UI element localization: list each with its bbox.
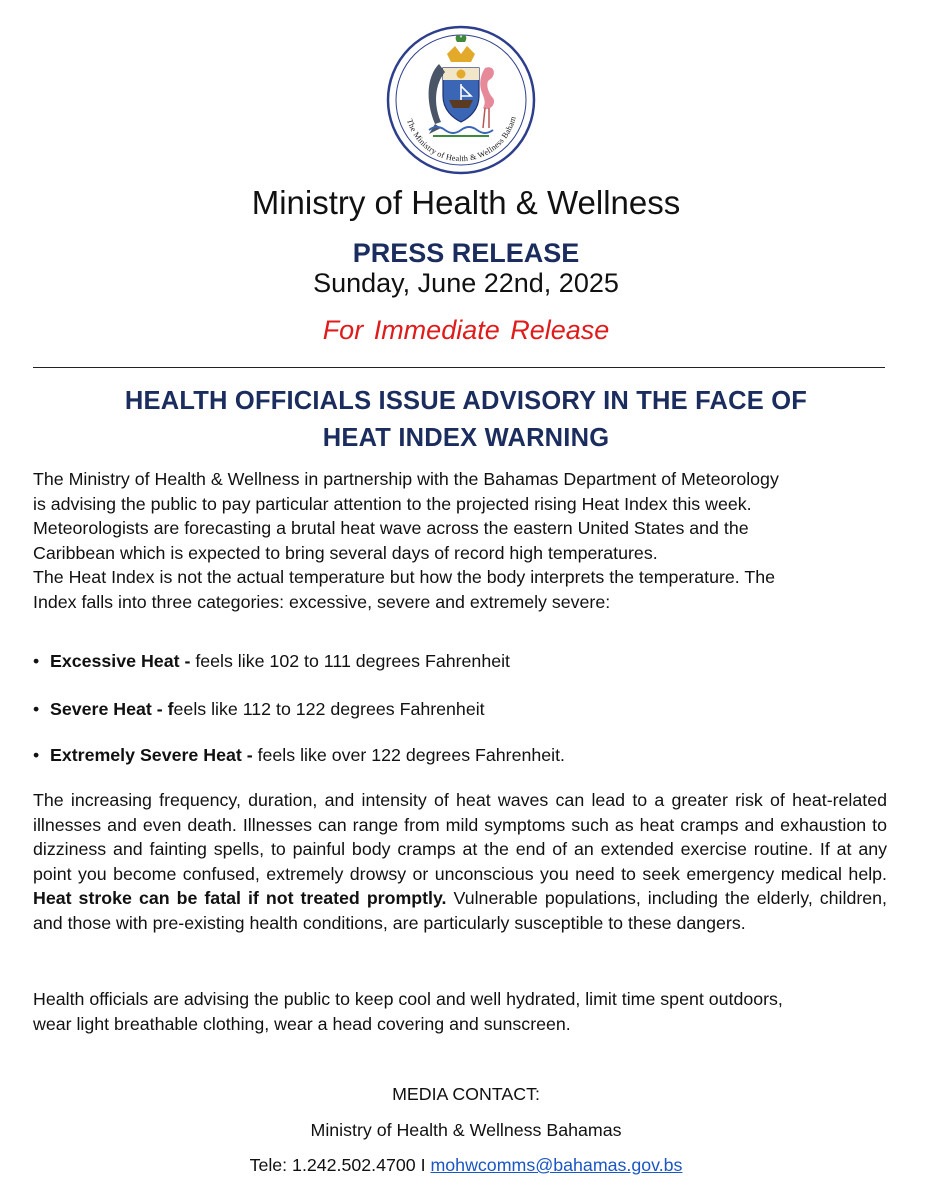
media-contact-line: [0, 1155, 932, 1176]
bullet-dot: •: [33, 699, 40, 719]
bullet-term: Extremely Severe Heat -: [50, 745, 258, 765]
headline-line-2: HEAT INDEX WARNING: [322, 424, 610, 452]
bullet-text: eels like 112 to 122 degrees Fahrenheit: [173, 699, 485, 719]
intro-line-4: Caribbean which is expected to bring several days of record high temperatures.: [33, 542, 658, 563]
bullet-text: feels like 102 to 111 degrees Fahrenheit: [195, 651, 510, 671]
bullet-severe-heat: [33, 699, 485, 720]
seal-ring-text: The Ministry of Health & Wellness Baham: [405, 115, 518, 164]
intro-line-2: is advising the public to pay particular attention to the projected rising Heat Index this week.: [33, 493, 752, 514]
advice-paragraph: [33, 987, 887, 1036]
advice-line-2: wear light breathable clothing, wear a head covering and sunscreen.: [33, 1013, 571, 1034]
intro-line-5: The Heat Index is not the actual temperature but how the body interprets the temperature. The: [33, 567, 775, 588]
ministry-seal-logo: [385, 24, 537, 176]
bullet-term: Excessive Heat -: [50, 651, 196, 671]
risk-paragraph: [33, 788, 887, 936]
bullet-extremely-severe-heat: [33, 745, 565, 766]
intro-line-3: Meteorologists are forecasting a brutal heat wave across the eastern United States and the: [33, 518, 749, 539]
divider: [33, 367, 885, 368]
intro-line-1: The Ministry of Health & Wellness in partnership with the Bahamas Department of Meteorology: [33, 469, 779, 489]
intro-paragraph: [33, 467, 887, 615]
bullet-excessive-heat: [33, 651, 510, 672]
risk-text-before: The increasing frequency, duration, and intensity of heat waves can lead to a greater risk of heat-related illnesses and even death. Illnesses can range from mild symptoms such as heat cramps and exhaustion to dizziness and fainting spells, to painful body cramps at the end of an extended exercise routine. If at any point you become confused, extremely drowsy or unconscious you need to seek emergency medical help.: [33, 790, 887, 884]
intro-line-6: Index falls into three categories: excessive, severe and extremely severe:: [33, 591, 611, 612]
headline: [0, 383, 932, 457]
heat-stroke-warning: Heat stroke can be fatal if not treated promptly.: [33, 888, 447, 909]
bullet-text: feels like over 122 degrees Fahrenheit.: [257, 745, 565, 765]
bullet-dot: •: [33, 745, 40, 765]
immediate-release-label: For Immediate Release: [322, 315, 610, 345]
bullet-term: Severe Heat - f: [50, 699, 174, 719]
risk-text-after: Vulnerable populations, including the elderly, children, and those with pre-existing health conditions, are particularly susceptible to these dangers.: [33, 888, 887, 933]
media-contact-org: Ministry of Health & Wellness Bahamas: [310, 1120, 622, 1140]
media-contact-label: MEDIA CONTACT:: [392, 1084, 540, 1104]
telephone: Tele: 1.242.502.4700 I: [249, 1155, 431, 1175]
ministry-name: Ministry of Health & Wellness: [251, 184, 681, 221]
release-date: Sunday, June 22nd, 2025: [313, 268, 619, 298]
advice-line-1: Health officials are advising the public to keep cool and well hydrated, limit time spent outdoors,: [33, 989, 783, 1009]
email-link[interactable]: mohwcomms@bahamas.gov.bs: [430, 1155, 683, 1175]
press-release-label: PRESS RELEASE: [352, 238, 580, 268]
bullet-dot: •: [33, 651, 40, 671]
headline-line-1: HEALTH OFFICIALS ISSUE ADVISORY IN THE FACE OF: [124, 387, 808, 415]
